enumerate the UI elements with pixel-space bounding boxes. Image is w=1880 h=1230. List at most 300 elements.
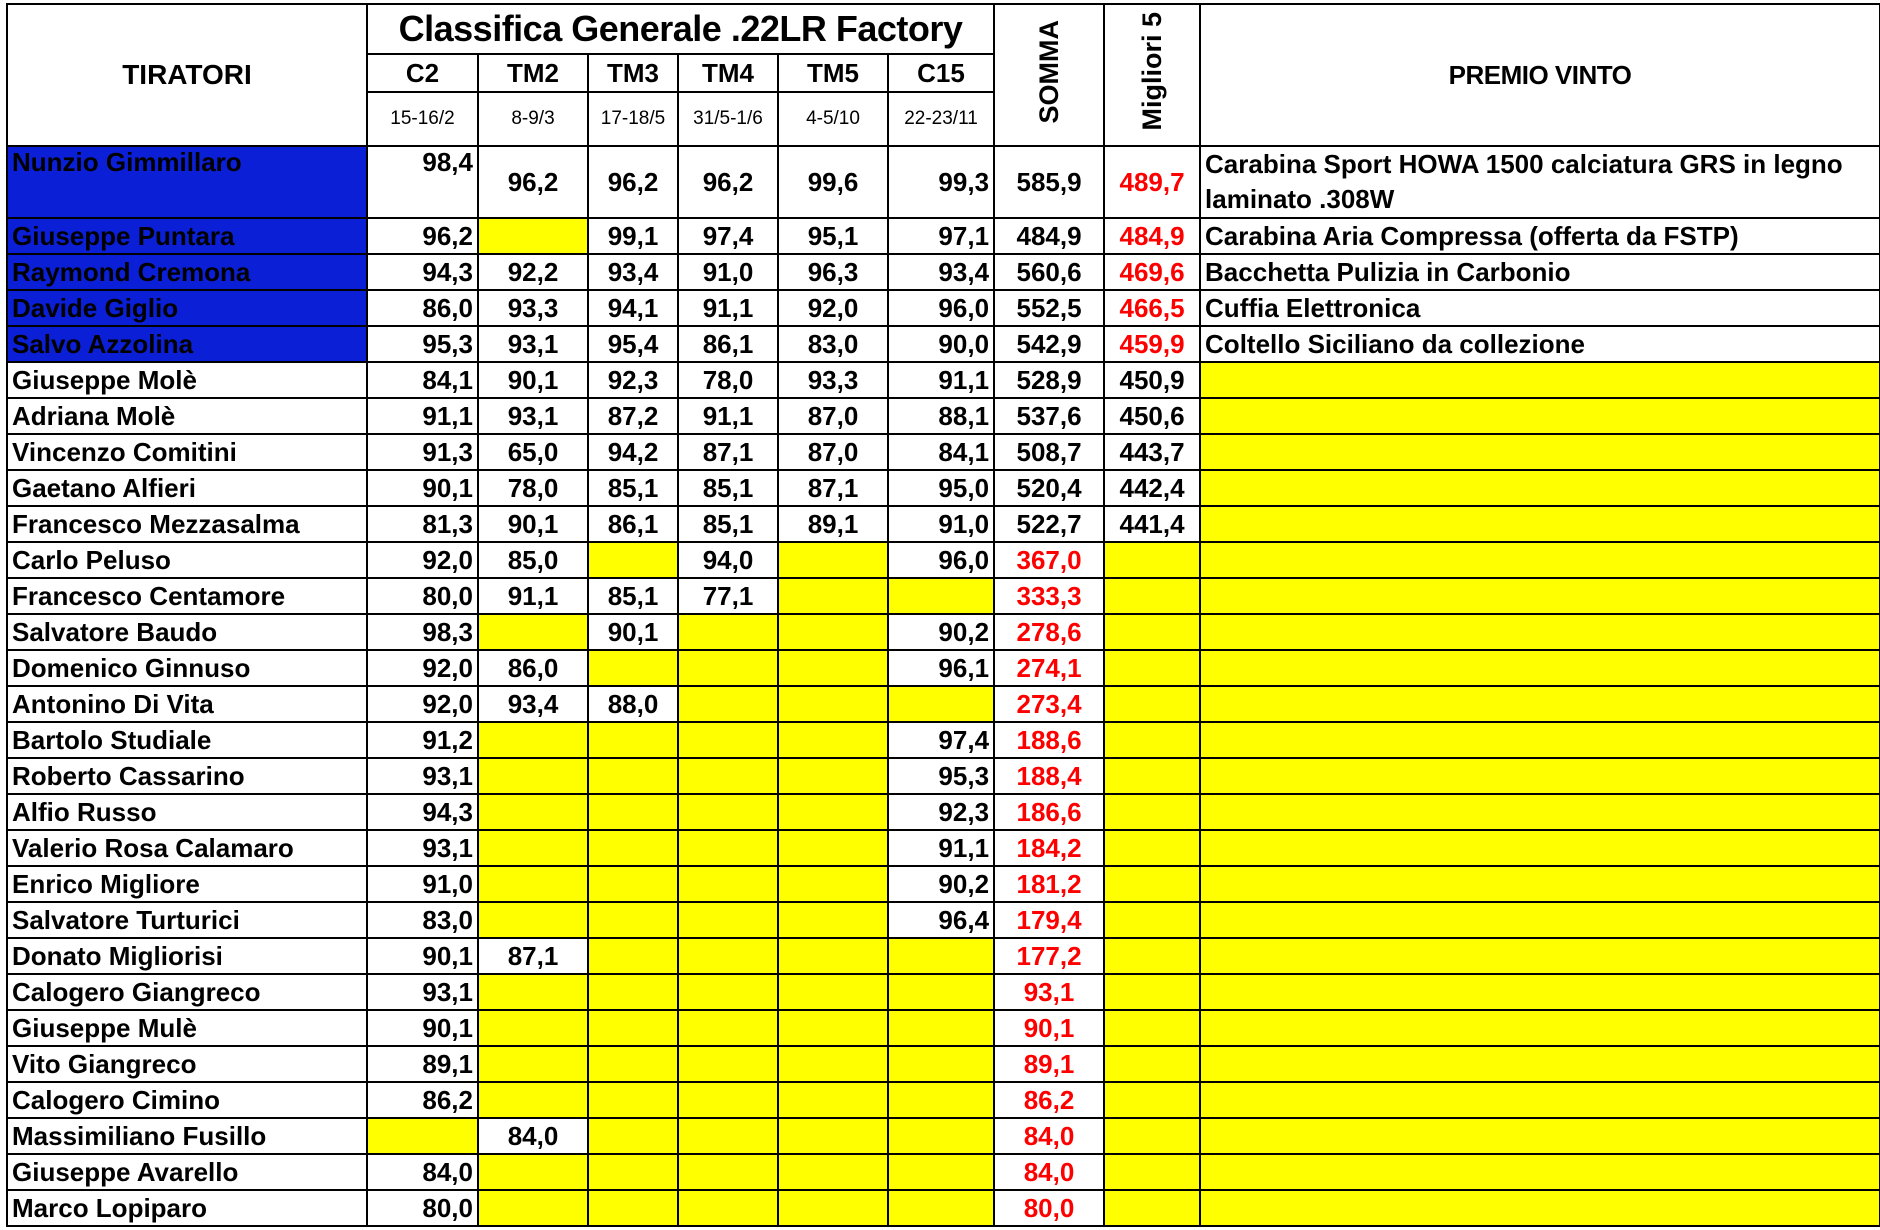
premio-cell bbox=[1200, 1010, 1880, 1046]
shooter-name: Massimiliano Fusillo bbox=[7, 1118, 367, 1154]
score-cell: 94,3 bbox=[367, 254, 478, 290]
score-cell bbox=[888, 1010, 994, 1046]
event-code: TM4 bbox=[678, 54, 778, 92]
score-cell: 88,0 bbox=[588, 686, 678, 722]
score-cell: 89,1 bbox=[778, 506, 888, 542]
score-cell: 87,2 bbox=[588, 398, 678, 434]
migliori-cell: 441,4 bbox=[1104, 506, 1200, 542]
score-cell: 95,3 bbox=[888, 758, 994, 794]
score-cell: 89,1 bbox=[367, 1046, 478, 1082]
somma-cell: 89,1 bbox=[994, 1046, 1104, 1082]
event-date: 4-5/10 bbox=[778, 92, 888, 146]
somma-cell: 274,1 bbox=[994, 650, 1104, 686]
score-cell bbox=[588, 794, 678, 830]
score-cell: 87,0 bbox=[778, 398, 888, 434]
score-cell bbox=[778, 1046, 888, 1082]
score-cell: 96,0 bbox=[888, 542, 994, 578]
score-cell bbox=[478, 1082, 588, 1118]
table-row bbox=[7, 1154, 1880, 1190]
shooter-name: Vito Giangreco bbox=[7, 1046, 367, 1082]
score-cell: 94,1 bbox=[588, 290, 678, 326]
score-cell: 90,1 bbox=[588, 614, 678, 650]
somma-cell: 84,0 bbox=[994, 1154, 1104, 1190]
table-row bbox=[7, 542, 1880, 578]
shooter-name: Salvatore Baudo bbox=[7, 614, 367, 650]
table-row bbox=[7, 434, 1880, 470]
score-cell bbox=[888, 1082, 994, 1118]
event-date: 31/5-1/6 bbox=[678, 92, 778, 146]
score-cell bbox=[778, 902, 888, 938]
score-cell bbox=[478, 794, 588, 830]
score-cell bbox=[588, 722, 678, 758]
score-cell: 77,1 bbox=[678, 578, 778, 614]
score-cell bbox=[778, 542, 888, 578]
migliori-cell bbox=[1104, 578, 1200, 614]
shooter-name: Francesco Centamore bbox=[7, 578, 367, 614]
shooter-name: Giuseppe Mulè bbox=[7, 1010, 367, 1046]
shooter-name: Vincenzo Comitini bbox=[7, 434, 367, 470]
score-cell: 83,0 bbox=[778, 326, 888, 362]
score-cell: 91,1 bbox=[678, 290, 778, 326]
score-cell bbox=[888, 1118, 994, 1154]
somma-cell: 177,2 bbox=[994, 938, 1104, 974]
score-cell bbox=[888, 1190, 994, 1226]
migliori-cell: 442,4 bbox=[1104, 470, 1200, 506]
score-cell: 65,0 bbox=[478, 434, 588, 470]
shooter-name: Salvo Azzolina bbox=[7, 326, 367, 362]
premio-cell bbox=[1200, 434, 1880, 470]
score-cell: 92,0 bbox=[778, 290, 888, 326]
score-cell bbox=[778, 938, 888, 974]
table-row bbox=[7, 506, 1880, 542]
score-cell: 90,1 bbox=[367, 938, 478, 974]
score-cell bbox=[678, 1154, 778, 1190]
score-cell bbox=[588, 650, 678, 686]
score-cell bbox=[588, 1082, 678, 1118]
score-cell bbox=[588, 1046, 678, 1082]
ranking-table-body bbox=[7, 4, 1880, 1226]
score-cell: 85,1 bbox=[588, 578, 678, 614]
score-cell: 87,0 bbox=[778, 434, 888, 470]
premio-cell bbox=[1200, 758, 1880, 794]
score-cell: 95,1 bbox=[778, 218, 888, 254]
score-cell: 98,3 bbox=[367, 614, 478, 650]
score-cell bbox=[888, 686, 994, 722]
table-row bbox=[7, 902, 1880, 938]
score-cell: 96,2 bbox=[478, 146, 588, 218]
score-cell: 93,1 bbox=[478, 326, 588, 362]
score-cell: 87,1 bbox=[778, 470, 888, 506]
score-cell bbox=[588, 542, 678, 578]
score-cell: 81,3 bbox=[367, 506, 478, 542]
shooter-name: Donato Migliorisi bbox=[7, 938, 367, 974]
somma-cell: 90,1 bbox=[994, 1010, 1104, 1046]
somma-cell: 273,4 bbox=[994, 686, 1104, 722]
score-cell: 90,1 bbox=[367, 1010, 478, 1046]
somma-cell: 333,3 bbox=[994, 578, 1104, 614]
shooter-name: Giuseppe Molè bbox=[7, 362, 367, 398]
score-cell bbox=[478, 830, 588, 866]
score-cell bbox=[478, 1154, 588, 1190]
event-code: TM2 bbox=[478, 54, 588, 92]
migliori-cell bbox=[1104, 794, 1200, 830]
score-cell bbox=[778, 722, 888, 758]
table-row bbox=[7, 1190, 1880, 1226]
event-code: TM3 bbox=[588, 54, 678, 92]
score-cell bbox=[588, 938, 678, 974]
score-cell: 85,1 bbox=[678, 506, 778, 542]
score-cell: 93,3 bbox=[778, 362, 888, 398]
somma-cell: 520,4 bbox=[994, 470, 1104, 506]
score-cell: 92,0 bbox=[367, 542, 478, 578]
migliori-cell bbox=[1104, 758, 1200, 794]
table-row bbox=[7, 938, 1880, 974]
score-cell bbox=[678, 794, 778, 830]
score-cell: 95,4 bbox=[588, 326, 678, 362]
migliori-cell bbox=[1104, 1154, 1200, 1190]
somma-cell: 522,7 bbox=[994, 506, 1104, 542]
score-cell: 90,1 bbox=[478, 362, 588, 398]
event-code: TM5 bbox=[778, 54, 888, 92]
migliori-cell bbox=[1104, 974, 1200, 1010]
migliori-cell bbox=[1104, 866, 1200, 902]
premio-cell bbox=[1200, 398, 1880, 434]
score-cell: 93,4 bbox=[478, 686, 588, 722]
score-cell bbox=[778, 758, 888, 794]
score-cell: 90,0 bbox=[888, 326, 994, 362]
score-cell: 85,1 bbox=[678, 470, 778, 506]
shooter-name: Salvatore Turturici bbox=[7, 902, 367, 938]
premio-cell bbox=[1200, 362, 1880, 398]
score-cell: 90,1 bbox=[367, 470, 478, 506]
score-cell bbox=[888, 938, 994, 974]
score-cell: 91,1 bbox=[678, 398, 778, 434]
score-cell: 94,2 bbox=[588, 434, 678, 470]
somma-cell: 179,4 bbox=[994, 902, 1104, 938]
migliori-header bbox=[1104, 4, 1200, 146]
premio-cell bbox=[1200, 506, 1880, 542]
shooter-name: Alfio Russo bbox=[7, 794, 367, 830]
table-row bbox=[7, 578, 1880, 614]
tiratori-header: TIRATORI bbox=[7, 4, 367, 146]
premio-cell bbox=[1200, 1118, 1880, 1154]
score-cell bbox=[478, 1046, 588, 1082]
somma-cell: 508,7 bbox=[994, 434, 1104, 470]
shooter-name: Antonino Di Vita bbox=[7, 686, 367, 722]
table-row bbox=[7, 254, 1880, 290]
migliori-cell: 443,7 bbox=[1104, 434, 1200, 470]
score-cell: 87,1 bbox=[678, 434, 778, 470]
score-cell: 96,3 bbox=[778, 254, 888, 290]
score-cell bbox=[478, 758, 588, 794]
table-row bbox=[7, 290, 1880, 326]
score-cell: 85,0 bbox=[478, 542, 588, 578]
score-cell bbox=[888, 1046, 994, 1082]
event-code: C15 bbox=[888, 54, 994, 92]
somma-cell: 84,0 bbox=[994, 1118, 1104, 1154]
shooter-name: Domenico Ginnuso bbox=[7, 650, 367, 686]
table-row bbox=[7, 146, 1880, 218]
score-cell bbox=[588, 902, 678, 938]
score-cell: 86,1 bbox=[678, 326, 778, 362]
migliori-cell bbox=[1104, 722, 1200, 758]
score-cell bbox=[478, 1010, 588, 1046]
score-cell bbox=[778, 614, 888, 650]
score-cell bbox=[588, 974, 678, 1010]
migliori-cell: 450,6 bbox=[1104, 398, 1200, 434]
migliori-cell: 484,9 bbox=[1104, 218, 1200, 254]
shooter-name: Carlo Peluso bbox=[7, 542, 367, 578]
event-date: 22-23/11 bbox=[888, 92, 994, 146]
somma-cell: 585,9 bbox=[994, 146, 1104, 218]
score-cell bbox=[588, 1154, 678, 1190]
somma-cell: 560,6 bbox=[994, 254, 1104, 290]
shooter-name: Calogero Cimino bbox=[7, 1082, 367, 1118]
migliori-cell bbox=[1104, 1118, 1200, 1154]
score-cell: 86,0 bbox=[478, 650, 588, 686]
score-cell bbox=[778, 578, 888, 614]
score-cell: 87,1 bbox=[478, 938, 588, 974]
score-cell: 93,1 bbox=[367, 974, 478, 1010]
premio-cell bbox=[1200, 902, 1880, 938]
score-cell: 80,0 bbox=[367, 1190, 478, 1226]
score-cell: 94,0 bbox=[678, 542, 778, 578]
premio-cell bbox=[1200, 722, 1880, 758]
score-cell bbox=[478, 1190, 588, 1226]
ranking-table bbox=[6, 3, 1880, 1227]
score-cell: 96,2 bbox=[367, 218, 478, 254]
table-row bbox=[7, 830, 1880, 866]
somma-cell: 367,0 bbox=[994, 542, 1104, 578]
score-cell: 93,4 bbox=[588, 254, 678, 290]
score-cell: 86,2 bbox=[367, 1082, 478, 1118]
shooter-name: Raymond Cremona bbox=[7, 254, 367, 290]
score-cell bbox=[678, 938, 778, 974]
somma-cell: 528,9 bbox=[994, 362, 1104, 398]
score-cell: 93,1 bbox=[478, 398, 588, 434]
score-cell bbox=[888, 974, 994, 1010]
premio-cell bbox=[1200, 1082, 1880, 1118]
premio-cell: Coltello Siciliano da collezione bbox=[1200, 326, 1880, 362]
premio-cell: Bacchetta Pulizia in Carbonio bbox=[1200, 254, 1880, 290]
table-row bbox=[7, 218, 1880, 254]
premio-cell bbox=[1200, 614, 1880, 650]
table-row bbox=[7, 614, 1880, 650]
score-cell: 86,1 bbox=[588, 506, 678, 542]
score-cell: 94,3 bbox=[367, 794, 478, 830]
migliori-cell bbox=[1104, 830, 1200, 866]
score-cell bbox=[478, 614, 588, 650]
table-row bbox=[7, 362, 1880, 398]
migliori-cell bbox=[1104, 1010, 1200, 1046]
shooter-name: Roberto Cassarino bbox=[7, 758, 367, 794]
somma-cell: 186,6 bbox=[994, 794, 1104, 830]
score-cell bbox=[778, 794, 888, 830]
score-cell: 95,3 bbox=[367, 326, 478, 362]
table-row bbox=[7, 1118, 1880, 1154]
score-cell: 97,4 bbox=[678, 218, 778, 254]
score-cell bbox=[678, 686, 778, 722]
score-cell bbox=[588, 758, 678, 794]
table-row bbox=[7, 1010, 1880, 1046]
score-cell bbox=[778, 866, 888, 902]
score-cell bbox=[678, 1046, 778, 1082]
score-cell bbox=[478, 902, 588, 938]
somma-header-label: SOMMA bbox=[1033, 19, 1064, 124]
score-cell bbox=[678, 1118, 778, 1154]
score-cell bbox=[588, 1118, 678, 1154]
shooter-name: Giuseppe Puntara bbox=[7, 218, 367, 254]
somma-cell: 542,9 bbox=[994, 326, 1104, 362]
somma-cell: 181,2 bbox=[994, 866, 1104, 902]
premio-cell bbox=[1200, 974, 1880, 1010]
premio-header: PREMIO VINTO bbox=[1200, 4, 1880, 146]
score-cell bbox=[888, 578, 994, 614]
somma-cell: 537,6 bbox=[994, 398, 1104, 434]
somma-cell: 93,1 bbox=[994, 974, 1104, 1010]
event-date: 8-9/3 bbox=[478, 92, 588, 146]
score-cell bbox=[678, 1010, 778, 1046]
migliori-cell bbox=[1104, 1082, 1200, 1118]
score-cell bbox=[478, 974, 588, 1010]
score-cell bbox=[678, 650, 778, 686]
score-cell bbox=[478, 218, 588, 254]
table-row bbox=[7, 650, 1880, 686]
score-cell: 92,3 bbox=[888, 794, 994, 830]
score-cell: 80,0 bbox=[367, 578, 478, 614]
score-cell: 91,1 bbox=[888, 830, 994, 866]
score-cell bbox=[678, 974, 778, 1010]
migliori-cell: 466,5 bbox=[1104, 290, 1200, 326]
score-cell bbox=[678, 902, 778, 938]
shooter-name: Nunzio Gimmillaro bbox=[7, 146, 367, 218]
score-cell: 91,1 bbox=[367, 398, 478, 434]
table-row bbox=[7, 686, 1880, 722]
score-cell: 91,3 bbox=[367, 434, 478, 470]
premio-cell bbox=[1200, 542, 1880, 578]
score-cell bbox=[778, 650, 888, 686]
shooter-name: Bartolo Studiale bbox=[7, 722, 367, 758]
header-row-title bbox=[7, 4, 1880, 54]
score-cell bbox=[678, 614, 778, 650]
score-cell bbox=[778, 1082, 888, 1118]
premio-cell bbox=[1200, 866, 1880, 902]
score-cell: 90,1 bbox=[478, 506, 588, 542]
score-cell bbox=[778, 1010, 888, 1046]
score-cell bbox=[678, 758, 778, 794]
event-code: C2 bbox=[367, 54, 478, 92]
migliori-cell bbox=[1104, 650, 1200, 686]
score-cell: 93,1 bbox=[367, 758, 478, 794]
table-row bbox=[7, 722, 1880, 758]
migliori-cell bbox=[1104, 902, 1200, 938]
score-cell: 93,1 bbox=[367, 830, 478, 866]
somma-cell: 188,6 bbox=[994, 722, 1104, 758]
score-cell: 78,0 bbox=[678, 362, 778, 398]
score-cell: 92,0 bbox=[367, 650, 478, 686]
table-row bbox=[7, 758, 1880, 794]
table-row bbox=[7, 794, 1880, 830]
table-row bbox=[7, 1082, 1880, 1118]
score-cell: 97,4 bbox=[888, 722, 994, 758]
migliori-cell: 469,6 bbox=[1104, 254, 1200, 290]
score-cell: 96,0 bbox=[888, 290, 994, 326]
table-row bbox=[7, 470, 1880, 506]
score-cell: 91,0 bbox=[367, 866, 478, 902]
table-row bbox=[7, 398, 1880, 434]
migliori-cell: 459,9 bbox=[1104, 326, 1200, 362]
score-cell: 83,0 bbox=[367, 902, 478, 938]
score-cell bbox=[588, 866, 678, 902]
premio-cell bbox=[1200, 794, 1880, 830]
score-cell: 84,1 bbox=[367, 362, 478, 398]
score-cell bbox=[778, 686, 888, 722]
score-cell: 92,2 bbox=[478, 254, 588, 290]
premio-cell bbox=[1200, 578, 1880, 614]
migliori-cell: 489,7 bbox=[1104, 146, 1200, 218]
score-cell bbox=[778, 1154, 888, 1190]
shooter-name: Gaetano Alfieri bbox=[7, 470, 367, 506]
score-cell bbox=[588, 1010, 678, 1046]
premio-cell: Cuffia Elettronica bbox=[1200, 290, 1880, 326]
score-cell: 99,1 bbox=[588, 218, 678, 254]
migliori-cell bbox=[1104, 614, 1200, 650]
score-cell bbox=[678, 1190, 778, 1226]
score-cell: 99,3 bbox=[888, 146, 994, 218]
event-date: 15-16/2 bbox=[367, 92, 478, 146]
score-cell: 91,0 bbox=[888, 506, 994, 542]
table-row bbox=[7, 1046, 1880, 1082]
score-cell: 96,4 bbox=[888, 902, 994, 938]
premio-cell bbox=[1200, 686, 1880, 722]
score-cell: 84,1 bbox=[888, 434, 994, 470]
score-cell bbox=[778, 1118, 888, 1154]
somma-cell: 552,5 bbox=[994, 290, 1104, 326]
score-cell: 84,0 bbox=[367, 1154, 478, 1190]
score-cell bbox=[478, 722, 588, 758]
shooter-name: Calogero Giangreco bbox=[7, 974, 367, 1010]
score-cell bbox=[778, 830, 888, 866]
score-cell: 91,2 bbox=[367, 722, 478, 758]
shooter-name: Enrico Migliore bbox=[7, 866, 367, 902]
score-cell: 92,0 bbox=[367, 686, 478, 722]
migliori-header-label: Migliori 5 bbox=[1136, 12, 1167, 131]
score-cell: 78,0 bbox=[478, 470, 588, 506]
score-cell bbox=[678, 830, 778, 866]
score-cell: 86,0 bbox=[367, 290, 478, 326]
shooter-name: Francesco Mezzasalma bbox=[7, 506, 367, 542]
score-cell bbox=[678, 1082, 778, 1118]
score-cell: 84,0 bbox=[478, 1118, 588, 1154]
score-cell bbox=[588, 1190, 678, 1226]
sheet-title: Classifica Generale .22LR Factory bbox=[367, 4, 994, 54]
score-cell: 92,3 bbox=[588, 362, 678, 398]
score-cell bbox=[367, 1118, 478, 1154]
somma-cell: 188,4 bbox=[994, 758, 1104, 794]
somma-cell: 184,2 bbox=[994, 830, 1104, 866]
score-cell: 95,0 bbox=[888, 470, 994, 506]
score-cell bbox=[778, 974, 888, 1010]
score-cell: 85,1 bbox=[588, 470, 678, 506]
migliori-cell bbox=[1104, 938, 1200, 974]
score-cell: 91,1 bbox=[888, 362, 994, 398]
migliori-cell: 450,9 bbox=[1104, 362, 1200, 398]
score-cell: 96,1 bbox=[888, 650, 994, 686]
score-cell: 93,3 bbox=[478, 290, 588, 326]
table-row bbox=[7, 974, 1880, 1010]
table-row bbox=[7, 326, 1880, 362]
score-cell: 96,2 bbox=[588, 146, 678, 218]
